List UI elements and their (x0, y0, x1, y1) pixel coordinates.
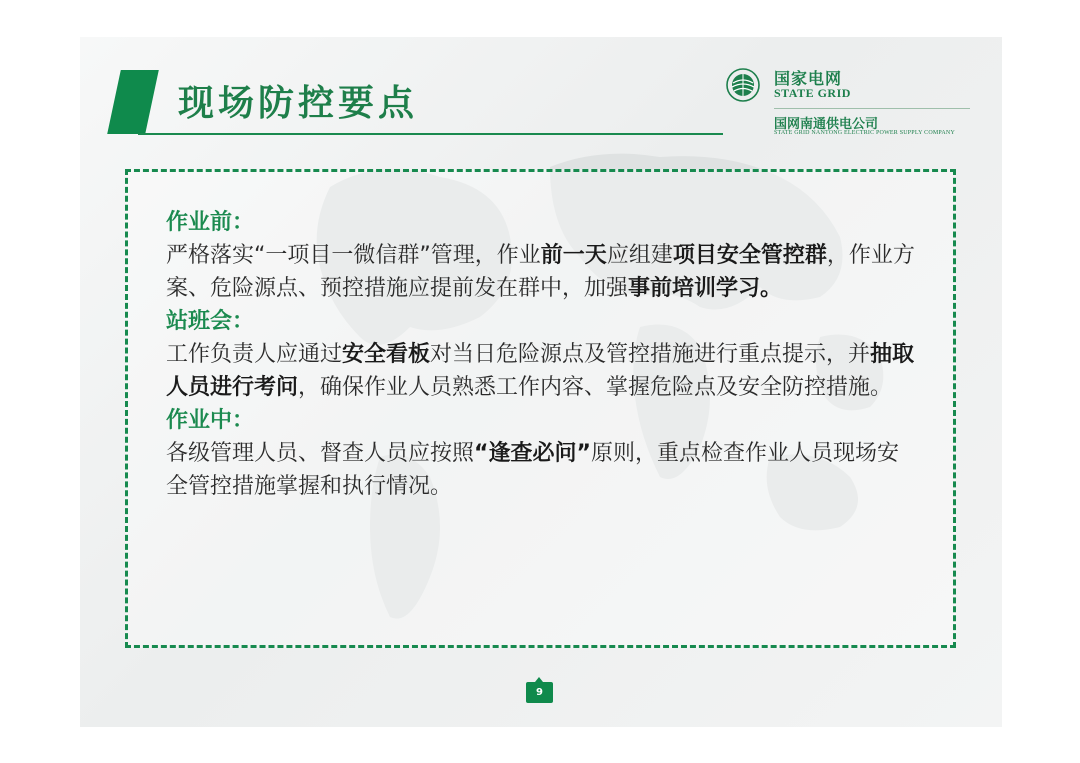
state-grid-logo (725, 65, 975, 145)
emphasis-text: 事前培训学习。 (628, 276, 783, 301)
page-title: 现场防控要点 (178, 83, 419, 124)
logo-company-cn: 国网南通供电公司 (774, 117, 879, 132)
body-text: 严格落实“一项目一微信群”管理，作业 (166, 243, 541, 268)
logo-divider (774, 108, 970, 109)
emphasis-text: 前一天 (540, 243, 607, 268)
body-text: 对当日危险源点及管控措施进行重点提示，并 (430, 342, 871, 367)
body-text: ，确保作业人员熟悉工作内容、掌握危险点及安全防控措施。 (298, 375, 893, 400)
section-heading: 作业中： (166, 408, 255, 433)
body-text: 应组建 (606, 243, 673, 268)
logo-name-en: STATE GRID (774, 86, 851, 100)
emphasis-text: “逢查必问” (474, 441, 591, 466)
state-grid-emblem-icon (725, 67, 761, 103)
slide (80, 37, 1002, 727)
content-panel (125, 169, 956, 648)
body-text: ，作业方案、危险源点、预控措施应提前发在群中，加强 (166, 243, 915, 301)
logo-company-en: STATE GRID NANTONG ELECTRIC POWER SUPPLY COMPANY (774, 130, 955, 136)
emphasis-text: 项目安全管控群 (672, 243, 827, 268)
page-number: 9 (526, 682, 553, 703)
body-text: 原则，重点检查作业人员现场安全管控措施掌握和执行情况。 (166, 441, 899, 499)
content-body (166, 206, 916, 503)
title-underline (138, 133, 723, 135)
section-paragraph (166, 437, 916, 503)
section-heading: 作业前： (166, 210, 255, 235)
logo-name-cn: 国家电网 (774, 69, 843, 88)
section-paragraph (166, 338, 916, 404)
section-heading: 站班会： (166, 309, 255, 334)
emphasis-text: 安全看板 (342, 342, 431, 367)
body-text: 各级管理人员、督查人员应按照 (166, 441, 475, 466)
body-text: 工作负责人应通过 (166, 342, 343, 367)
section-paragraph (166, 239, 916, 305)
emphasis-text: 抽取人员进行考问 (166, 342, 915, 400)
